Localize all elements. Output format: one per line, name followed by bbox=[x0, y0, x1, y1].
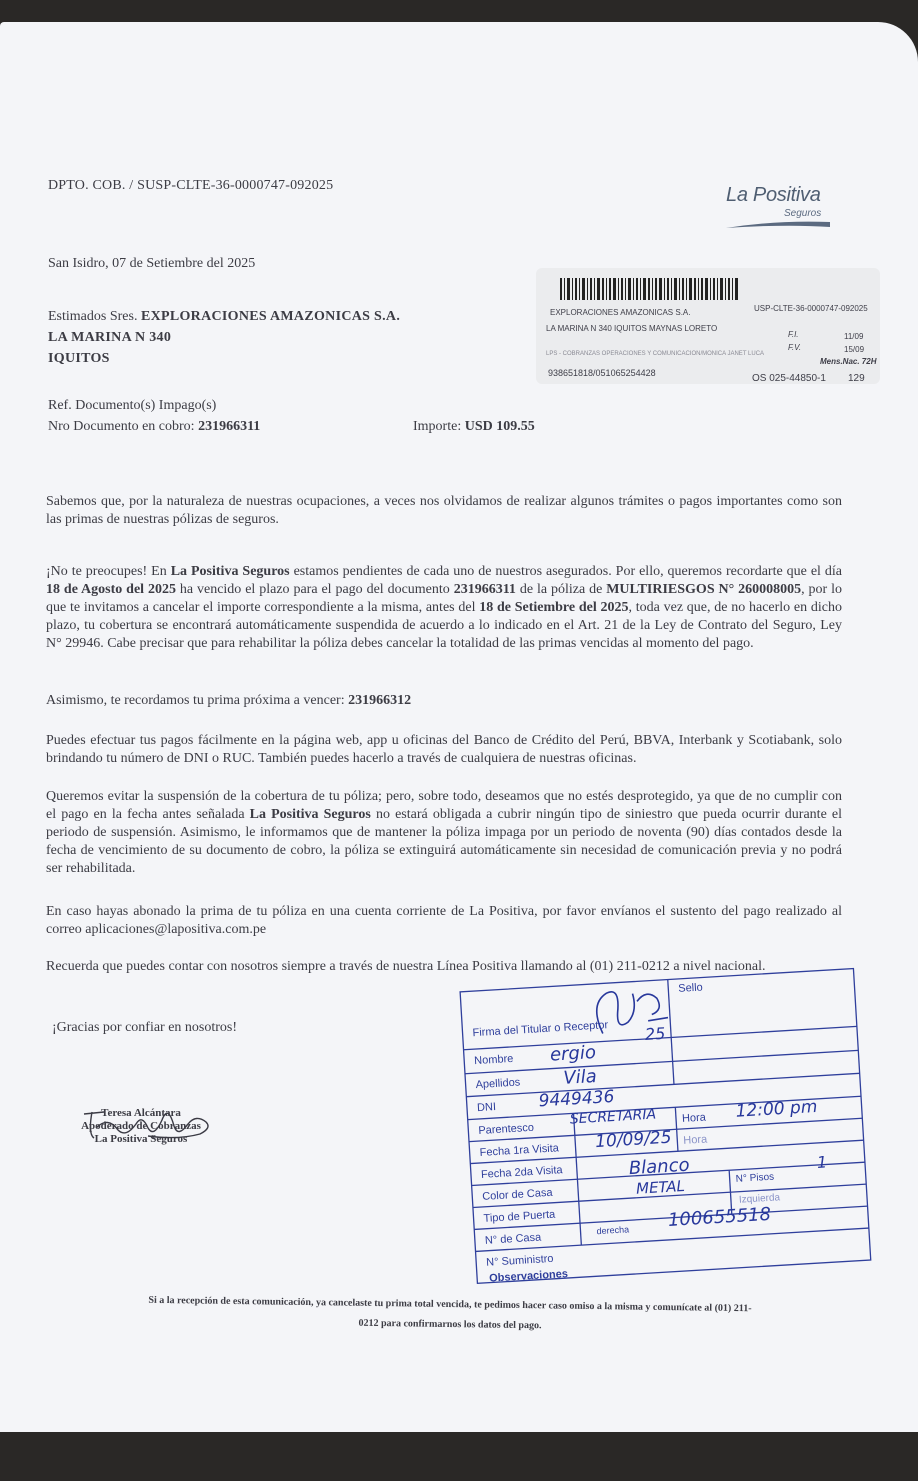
apellidos-label: Apellidos bbox=[475, 1076, 521, 1092]
paragraph-1: Sabemos que, por la naturaleza de nuestras ocupaciones, a veces nos olvidamos de realizar algunos trámites o pagos importantes como son las primas de nuestras pólizas de seguros. bbox=[46, 494, 842, 527]
suministro-label: N° Suministro bbox=[485, 1252, 554, 1269]
department-reference: DPTO. COB. / SUSP-CLTE-36-0000747-092025 bbox=[48, 178, 334, 193]
mailing-label bbox=[536, 268, 880, 384]
label-address: LA MARINA N 340 IQUITOS MAYNAS LORETO bbox=[546, 324, 718, 333]
importe-label: Importe: bbox=[413, 419, 462, 434]
salutation: Estimados Sres. bbox=[48, 309, 138, 324]
nombre-label: Nombre bbox=[473, 1052, 514, 1068]
signatory-name: Teresa Alcántara bbox=[101, 1107, 181, 1119]
hora2-label: Hora bbox=[682, 1133, 708, 1147]
puerta-label: Tipo de Puerta bbox=[483, 1208, 556, 1225]
puerta-value: METAL bbox=[635, 1176, 686, 1198]
letter-date: San Isidro, 07 de Setiembre del 2025 bbox=[48, 256, 256, 271]
paragraph-4: Puedes efectuar tus pagos fácilmente en la página web, app u oficinas del Banco de Crédito del Perú, BBVA, Interbank y Scotiabank, solo brindando tu número de DNI o RUC. También puedes hacerlo a través de cualquiera de nuestras oficinas. bbox=[46, 733, 842, 766]
company-name: EXPLORACIONES AMAZONICAS S.A. bbox=[140, 309, 401, 324]
paragraph-7: Recuerda que puedes contar con nosotros siempre a través de nuestra Línea Positiva llamando al (01) 211-0212 a nivel nacional. bbox=[46, 959, 766, 974]
pisos-value: 1 bbox=[816, 1152, 828, 1173]
logo-swoosh-icon bbox=[726, 220, 830, 230]
paragraph-2: ¡No te preocupes! En La Positiva Seguros estamos pendientes de cada uno de nuestros asegurados. Por ello, queremos recordarte que el día 18 de Agosto del 2025 ha vencido el plazo para el pago del documento 231966311 de la póliza de MULTIRIESGOS N° 260008005, por lo que te invitamos a cancelar el importe correspondiente a la misma, antes del 18 de Setiembre del 2025, toda vez que, de no hacerlo en dicho plazo, tu cobertura se encontrará automáticamente suspendida de acuerdo a lo indicado en el Art. 21 de la Ley de Contrato del Seguro, Ley N° 29946. Cabe precisar que para rehabilitar la póliza debes cancelar la totalidad de las primas vencidas al momento del pago. bbox=[46, 564, 842, 651]
label-fv: 15/09 bbox=[844, 345, 865, 354]
apellidos-value: Vila bbox=[562, 1065, 598, 1089]
parentesco-value: SECRETARIA bbox=[569, 1106, 657, 1128]
hora-value: 12:00 pm bbox=[735, 1096, 818, 1122]
logo-name: La Positiva bbox=[726, 184, 821, 206]
parentesco-label: Parentesco bbox=[478, 1121, 535, 1138]
izquierda-label: Izquierda bbox=[738, 1192, 781, 1206]
label-code: USP-CLTE-36-0000747-092025 bbox=[754, 304, 868, 313]
nro-value: 231966311 bbox=[198, 419, 261, 434]
signatory-company: La Positiva Seguros bbox=[94, 1133, 188, 1145]
label-fv-label: F.V. bbox=[788, 343, 802, 352]
footer-line-1: Si a la recepción de esta comunicación, ya cancelaste tu prima total vencida, te pedimos hacer caso omiso a la misma y comunícate al (01) 211- bbox=[148, 1294, 752, 1315]
sello-label: Sello bbox=[677, 981, 704, 995]
signatory-role: Apoderado de Cobranzas bbox=[81, 1120, 201, 1132]
signatory-block bbox=[66, 1107, 216, 1146]
hora-label: Hora bbox=[681, 1111, 707, 1125]
addressee-block bbox=[48, 306, 400, 369]
label-company: EXPLORACIONES AMAZONICAS S.A. bbox=[550, 308, 691, 317]
nro-label: Nro Documento en cobro: bbox=[48, 419, 195, 434]
letter-page bbox=[0, 22, 918, 1432]
signature-initials: 25 bbox=[644, 1023, 666, 1044]
observaciones-label: Observaciones bbox=[488, 1267, 569, 1285]
label-seq: 129 bbox=[848, 373, 865, 384]
reference-block bbox=[48, 395, 260, 437]
label-fi-label: F.I. bbox=[788, 330, 799, 339]
label-os: OS 025-44850-1 bbox=[752, 373, 826, 384]
paragraph-6: En caso hayas abonado la prima de tu póliza en una cuenta corriente de La Positiva, por favor envíanos el sustento del pago realizado al correo aplicaciones@lapositiva.com.pe bbox=[46, 904, 842, 937]
color-value: Blanco bbox=[628, 1154, 691, 1180]
derecha-label: derecha bbox=[596, 1224, 630, 1237]
footer-line-2: 0212 para confirmarnos los datos del pago. bbox=[358, 1317, 542, 1332]
label-department: LPS - COBRANZAS OPERACIONES Y COMUNICACION/MONICA JANET LUCA bbox=[546, 351, 765, 357]
firma-label: Firma del Titular o Receptor bbox=[472, 1019, 609, 1040]
delivery-form bbox=[458, 966, 873, 1285]
color-label: Color de Casa bbox=[481, 1186, 553, 1203]
importe-value: USD 109.55 bbox=[464, 419, 535, 434]
importe-block bbox=[413, 419, 535, 435]
pisos-label: N° Pisos bbox=[735, 1171, 775, 1185]
la-positiva-logo bbox=[726, 184, 836, 232]
dni-label: DNI bbox=[476, 1100, 497, 1115]
paragraph-5: Queremos evitar la suspensión de la cobertura de tu póliza; pero, sobre todo, deseamos que no estés desprotegido, ya que de no cumplir con el pago en la fecha antes señalada La Positiva Seguros no estará obligada a cubrir ningún tipo de siniestro que pueda ocurrir durante el periodo de suspensión. Asimismo, le informamos que de mantener la póliza impaga por un periodo de noventa (90) días contados desde la fecha de vencimiento de su documento de cobro, la póliza se extinguirá automáticamente sin necesidad de comunicación previa y no podrá ser rehabilitada. bbox=[46, 789, 842, 876]
logo-subtitle: Seguros bbox=[784, 208, 822, 219]
label-fi: 11/09 bbox=[844, 332, 864, 341]
ncasa-label: N° de Casa bbox=[484, 1231, 542, 1247]
label-phones: 938651818/051065254428 bbox=[548, 368, 656, 378]
paragraph-3: Asimismo, te recordamos tu prima próxima a vencer: 231966312 bbox=[46, 693, 412, 708]
fecha1-value: 10/09/25 bbox=[594, 1127, 673, 1153]
ref-label: Ref. Documento(s) Impago(s) bbox=[48, 398, 217, 413]
nombre-value: ergio bbox=[549, 1041, 597, 1066]
fecha2-label: Fecha 2da Visita bbox=[480, 1164, 563, 1181]
city: IQUITOS bbox=[48, 351, 110, 366]
suministro-value: 100655518 bbox=[667, 1203, 772, 1231]
letter-paper bbox=[0, 22, 918, 1432]
dni-value: 9449436 bbox=[538, 1086, 615, 1112]
thanks-line: ¡Gracias por confiar en nosotros! bbox=[52, 1020, 238, 1035]
barcode-icon bbox=[560, 278, 740, 300]
label-service: Mens.Nac. 72H bbox=[820, 357, 877, 366]
fecha1-label: Fecha 1ra Visita bbox=[479, 1142, 560, 1159]
street: LA MARINA N 340 bbox=[48, 330, 172, 345]
